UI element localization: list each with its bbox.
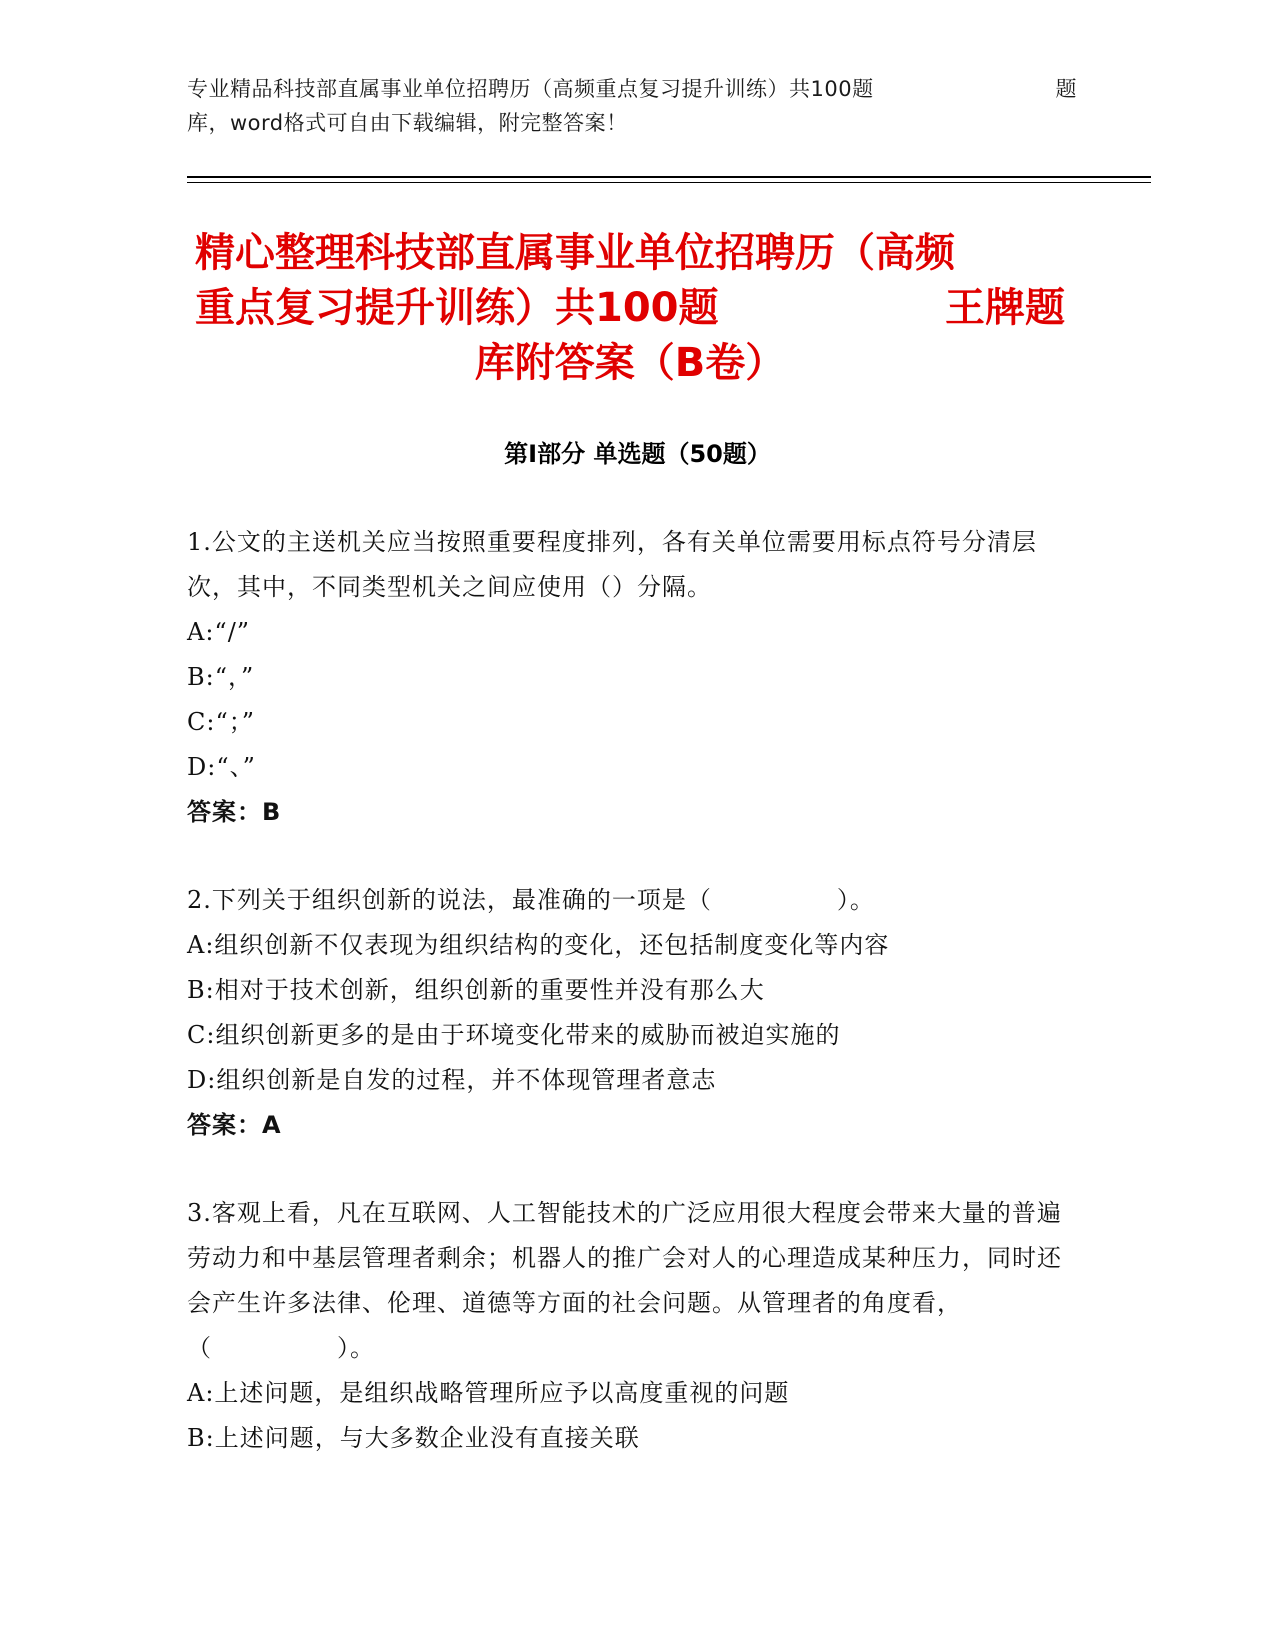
question-text: 2.下列关于组织创新的说法，最准确的一项是（ ）。 (187, 886, 875, 914)
answer: 答案：B (187, 798, 282, 826)
header-line-1 (187, 72, 1077, 106)
option-b: B:上述问题，与大多数企业没有直接关联 (187, 1424, 640, 1452)
option-b: B:相对于技术创新，组织创新的重要性并没有那么大 (187, 976, 765, 1004)
title-line-1-text: 精心整理科技部直属事业单位招聘历（高频 (195, 230, 955, 276)
question-text: 1.公文的主送机关应当按照重要程度排列，各有关单位需要用标点符号分清层次，其中，不同类型机关之间应使用（）分隔。 (187, 528, 1037, 601)
title-line-3-text: 库附答案（B卷） (474, 340, 786, 386)
option-d: D:组织创新是自发的过程，并不体现管理者意志 (187, 1066, 717, 1094)
header-line-1-left: 专业精品科技部直属事业单位招聘历（高频重点复习提升训练）共100题 (187, 77, 874, 101)
header-line-1-right: 题 (1055, 77, 1077, 101)
header-line-2: 库，word格式可自由下载编辑，附完整答案！ (187, 111, 628, 135)
header-divider-thin (187, 182, 1151, 183)
option-a: A:组织创新不仅表现为组织结构的变化，还包括制度变化等内容 (187, 931, 890, 959)
header-divider-thick (187, 176, 1151, 178)
question-spacer (187, 1148, 1067, 1191)
page-header (187, 72, 1077, 140)
option-b: B:“，” (187, 663, 255, 691)
question-1 (187, 520, 1067, 835)
option-c: C:组织创新更多的是由于环境变化带来的威胁而被迫实施的 (187, 1021, 841, 1049)
option-d: D:“、” (187, 753, 256, 781)
option-a: A:“/” (187, 618, 251, 646)
question-spacer (187, 835, 1067, 878)
title-line-2-left: 重点复习提升训练）共100题 (195, 285, 719, 331)
section-title: 第Ⅰ部分 单选题（50题） (504, 440, 771, 468)
option-a: A:上述问题，是组织战略管理所应予以高度重视的问题 (187, 1379, 790, 1407)
question-list (187, 520, 1067, 1461)
document-title (195, 226, 1065, 391)
title-line-2 (195, 281, 1065, 336)
question-2 (187, 878, 1067, 1148)
question-3 (187, 1191, 1067, 1461)
title-line-1 (195, 226, 1065, 281)
title-line-2-right: 王牌题 (945, 285, 1065, 331)
answer: 答案：A (187, 1111, 282, 1139)
option-c: C:“；” (187, 708, 255, 736)
question-text: 3.客观上看，凡在互联网、人工智能技术的广泛应用很大程度会带来大量的普遍劳动力和中基层管理者剩余；机器人的推广会对人的心理造成某种压力，同时还会产生许多法律、伦理、道德等方面的社会问题。从管理者的角度看，（ ）。 (187, 1199, 1062, 1362)
title-line-3 (195, 336, 1065, 391)
